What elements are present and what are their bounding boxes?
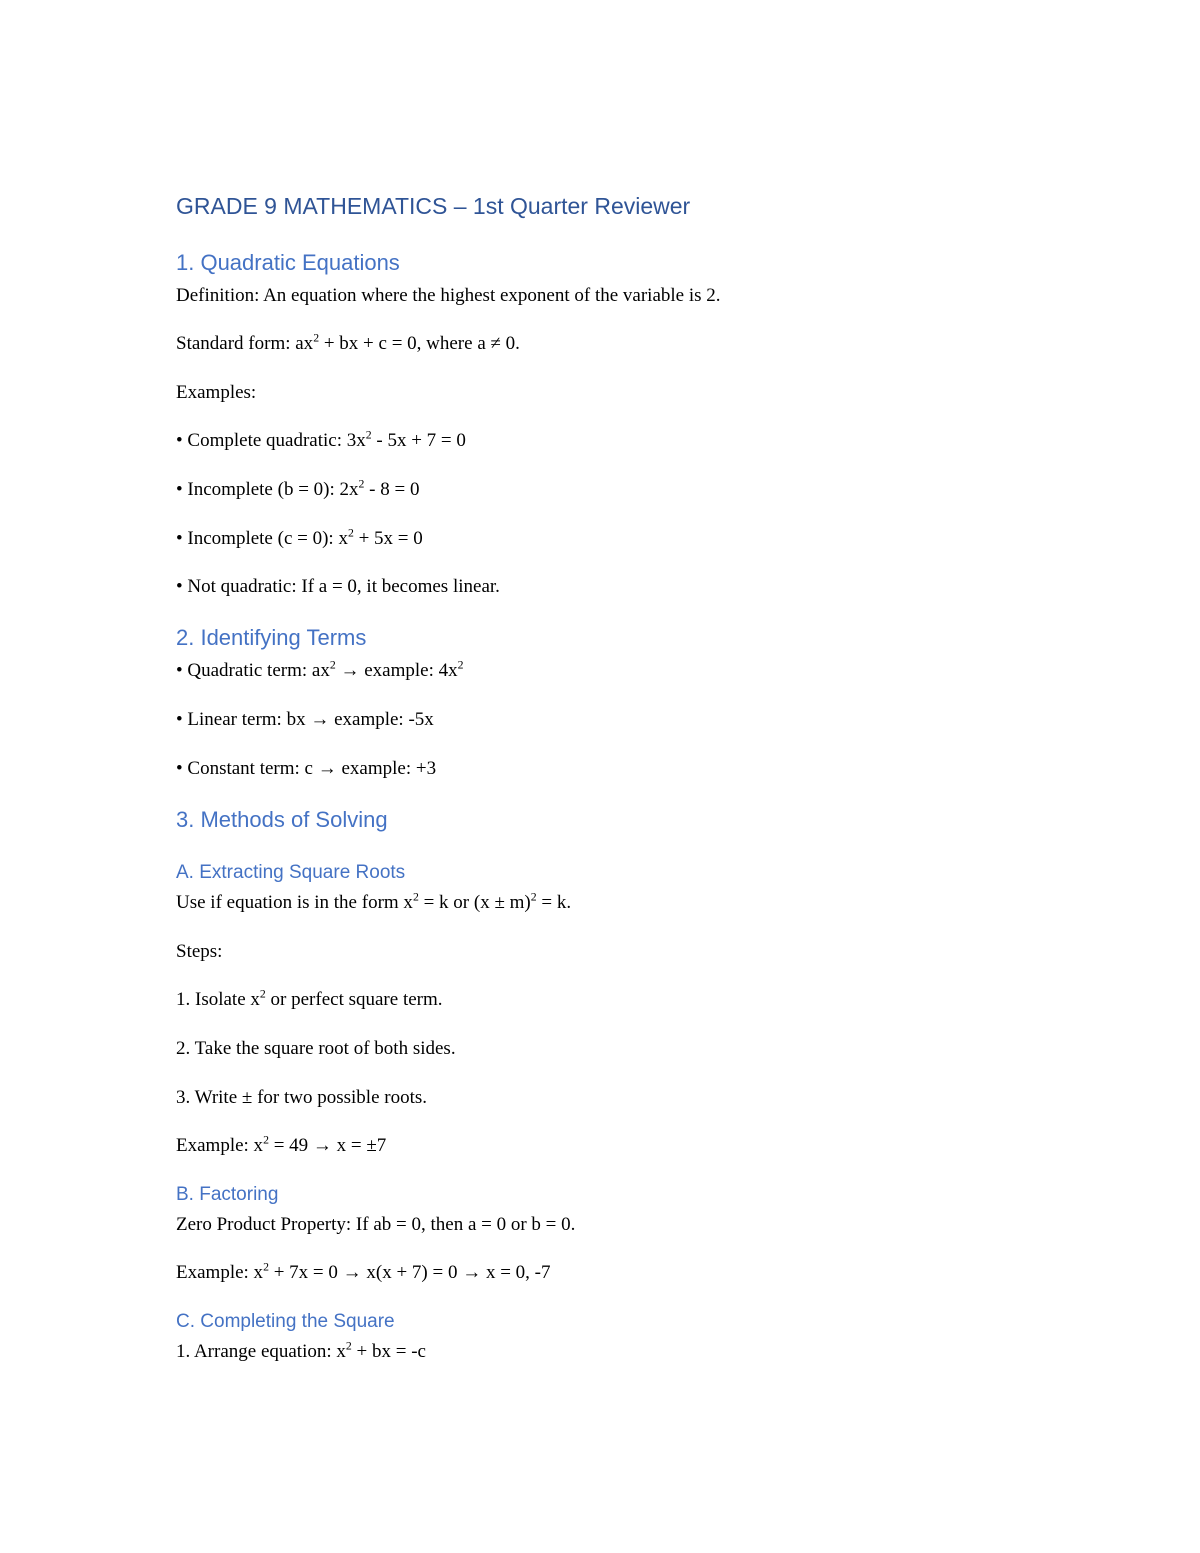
completing-step-1-text: 1. Arrange equation: $x^2$ + bx = -c (176, 1339, 426, 1362)
document-title: GRADE 9 MATHEMATICS – 1st Quarter Reviewer (176, 193, 691, 219)
subsection-c-heading: C. Completing the Square (176, 1311, 395, 1332)
quadratic-term-text: • Quadratic term: $ax^2$ → example: $4x^2$ (176, 658, 464, 681)
step-1-text: 1. Isolate $x^2$ or perfect square term. (176, 987, 443, 1010)
subsection-a-heading: A. Extracting Square Roots (176, 862, 406, 883)
linear-term-text: • Linear term: bx → example: -5x (176, 709, 434, 730)
step-2-text: 2. Take the square root of both sides. (176, 1038, 456, 1059)
subsection-b-heading: B. Factoring (176, 1184, 279, 1205)
steps-label: Steps: (176, 941, 223, 962)
example-incomplete-c: • Incomplete (c = 0): $x^2 + 5x = 0$ (176, 526, 423, 549)
factoring-example-text: Example: $x^2 + 7x = 0 \to x(x + 7) = 0 \to x = 0$, -7 (176, 1260, 551, 1283)
zero-product-text: Zero Product Property: If ab = 0, then a = 0 or b = 0. (176, 1214, 576, 1235)
extracting-use-text: Use if equation is in the form $x^2 = k$ or $(x \pm m)^2 = k$. (176, 890, 572, 913)
example-incomplete-b: • Incomplete (b = 0): $2x^2 - 8 = 0$ (176, 477, 420, 500)
example-complete-quadratic: • Complete quadratic: $3x^2 - 5x + 7 = 0$ (176, 428, 466, 451)
examples-label: Examples: (176, 382, 257, 403)
constant-term-text: • Constant term: c → example: +3 (176, 758, 437, 779)
section-1-heading: 1. Quadratic Equations (176, 250, 400, 275)
step-3-text: 3. Write ± for two possible roots. (176, 1087, 428, 1108)
section-3-heading: 3. Methods of Solving (176, 807, 388, 832)
section-2-heading: 2. Identifying Terms (176, 625, 367, 650)
example-not-quadratic: • Not quadratic: If a = 0, it becomes linear. (176, 576, 500, 597)
definition-text: Definition: An equation where the highest exponent of the variable is 2. (176, 285, 721, 306)
standard-form-text: Standard form: $ax^2$ + bx + c = 0, where a ≠ 0. (176, 331, 520, 354)
extracting-example-text: Example: $x^2 = 49 \to x = \pm 7$ (176, 1133, 387, 1156)
